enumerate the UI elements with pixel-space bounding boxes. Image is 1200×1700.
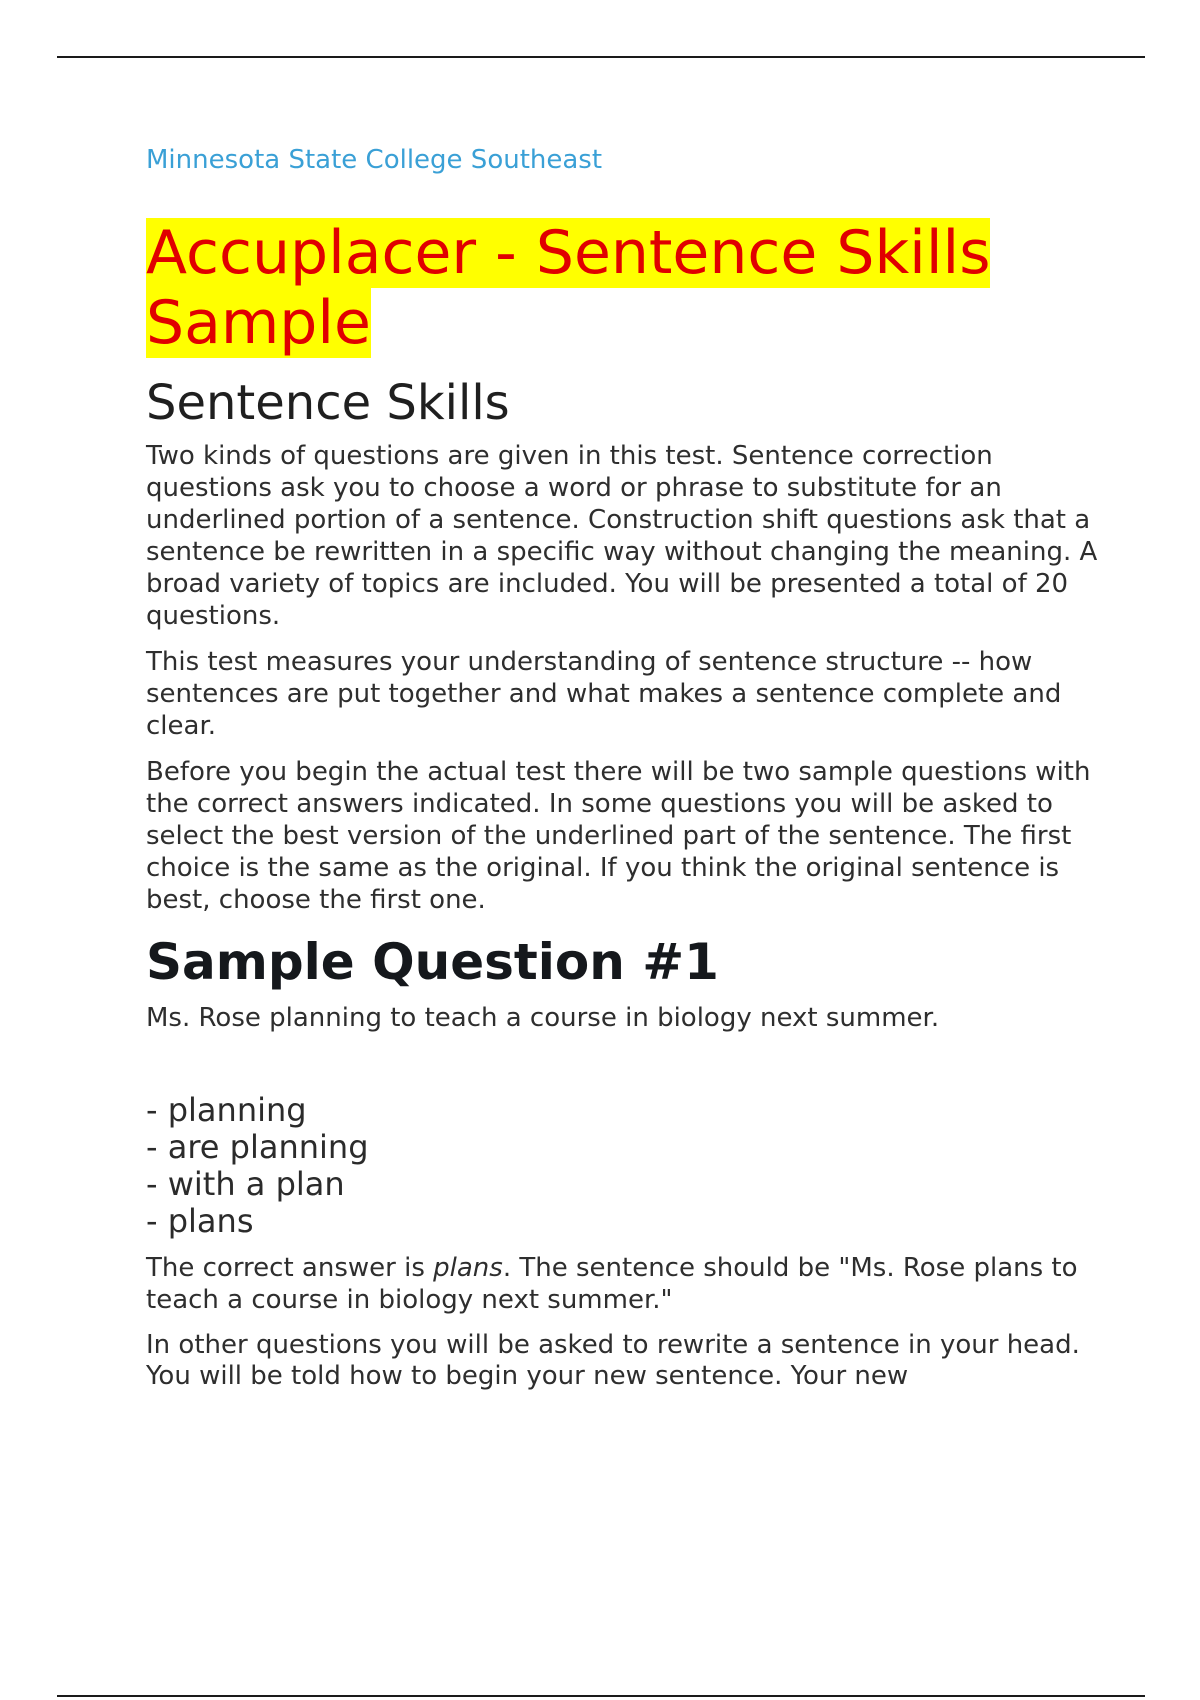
answer-options — [146, 1092, 1106, 1240]
bottom-divider — [57, 1695, 1145, 1697]
document-title-highlight: Accuplacer - Sentence Skills Sample — [146, 218, 991, 358]
question-sentence: Ms. Rose planning to teach a course in biology next summer. — [146, 1003, 940, 1033]
intro-paragraph-3: Before you begin the actual test there will be two sample questions with the correct answers indicated. In some questions you will be asked to select the best version of the underlined part of the sentence. The first choice is the same as the original. If you think the original sentence is best, choose the first one. — [146, 757, 1091, 915]
institution-name: Minnesota State College Southeast — [146, 145, 603, 175]
top-divider — [57, 56, 1145, 58]
option-item: - are planning — [146, 1128, 369, 1166]
intro-paragraph-1: Two kinds of questions are given in this test. Sentence correction questions ask you to choose a word or phrase to substitute for an underlined portion of a sentence. Construction shift questions ask that a sentence be rewritten in a specific way without changing the meaning. A broad variety of topics are included. You will be presented a total of 20 questions. — [146, 441, 1098, 631]
section-heading: Sentence Skills — [146, 375, 510, 431]
document-title — [146, 218, 1106, 358]
answer-word: plans — [433, 1253, 503, 1283]
option-item: - planning — [146, 1091, 307, 1129]
document-body — [146, 140, 1106, 1392]
question-heading: Sample Question #1 — [146, 933, 719, 991]
intro-paragraph-2: This test measures your understanding of sentence structure -- how sentences are put together and what makes a sentence complete and clear. — [146, 647, 1062, 741]
option-item: - plans — [146, 1202, 254, 1240]
continuation-paragraph: In other questions you will be asked to rewrite a sentence in your head. You will be told how to begin your new sentence. Your new — [146, 1330, 1080, 1391]
answer-explanation — [146, 1252, 1106, 1316]
answer-suffix: . The sentence should be "Ms. Rose plans to teach a course in biology next summer." — [146, 1253, 1078, 1315]
option-item: - with a plan — [146, 1165, 345, 1203]
answer-prefix: The correct answer is — [146, 1253, 434, 1283]
